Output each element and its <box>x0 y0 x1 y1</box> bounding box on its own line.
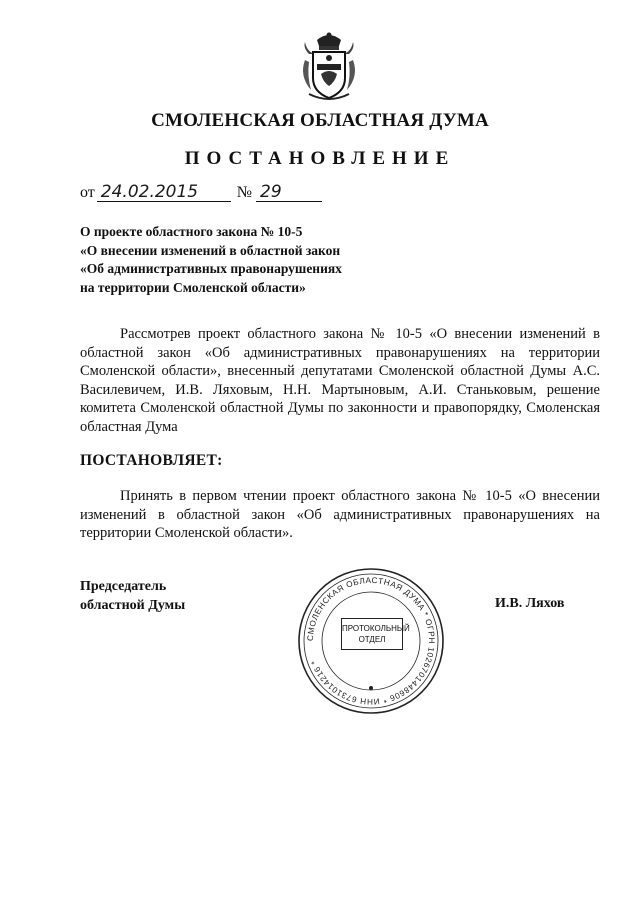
seal-inner-label <box>341 618 410 650</box>
handwritten-number: 29 <box>256 183 322 202</box>
date-prefix: от <box>80 184 95 201</box>
subject-line: «О внесении изменений в областной закон <box>80 242 341 258</box>
subject-line: на территории Смоленской области» <box>80 279 306 295</box>
date-number-line <box>80 183 322 202</box>
preamble-paragraph: Рассмотрев проект областного закона № 10-5 «О внесении изменений в областной закон «Об административных правонарушениях на территории Смоленской области», внесенный депутатами Смоленской областной Думы А.С. Василевичем, И.В. Ляховым, Н.Н. Мартыновым, А.И. Станьковым, решение комитета Смоленской областной Думы по законности и правопорядку, Смоленская областная Дума <box>80 326 600 435</box>
chair-line: областной Думы <box>80 598 186 613</box>
coat-of-arms-icon <box>295 30 363 102</box>
seal-inner-line: ОТДЕЛ <box>358 635 386 644</box>
signer-name: И.В. Ляхов <box>495 596 565 611</box>
resolution-paragraph: Принять в первом чтении проект областного закона № 10-5 «О внесении изменений в областной закон «Об административных правонарушениях на территории Смоленской области». <box>80 488 600 541</box>
subject-line: О проекте областного закона № 10-5 <box>80 224 303 239</box>
organization-title: СМОЛЕНСКАЯ ОБЛАСТНАЯ ДУМА <box>151 110 489 131</box>
subject-line: «Об административных правонарушениях <box>80 261 342 276</box>
seal-ring-text: СМОЛЕНСКАЯ ОБЛАСТНАЯ ДУМА * ОГРН 1026701448606 * ИНН 6731014216 * <box>305 575 437 707</box>
number-prefix: № <box>236 184 253 201</box>
document-subject <box>80 223 410 297</box>
resolves-label: ПОСТАНОВЛЯЕТ: <box>80 452 223 469</box>
document-type-heading: ПОСТАНОВЛЕНИЕ <box>184 148 456 169</box>
chair-line: Председатель <box>80 579 167 594</box>
seal-inner-line: ПРОТОКОЛЬНЫЙ <box>342 624 410 633</box>
handwritten-date: 24.02.2015 <box>97 183 231 202</box>
chair-title <box>80 577 185 615</box>
